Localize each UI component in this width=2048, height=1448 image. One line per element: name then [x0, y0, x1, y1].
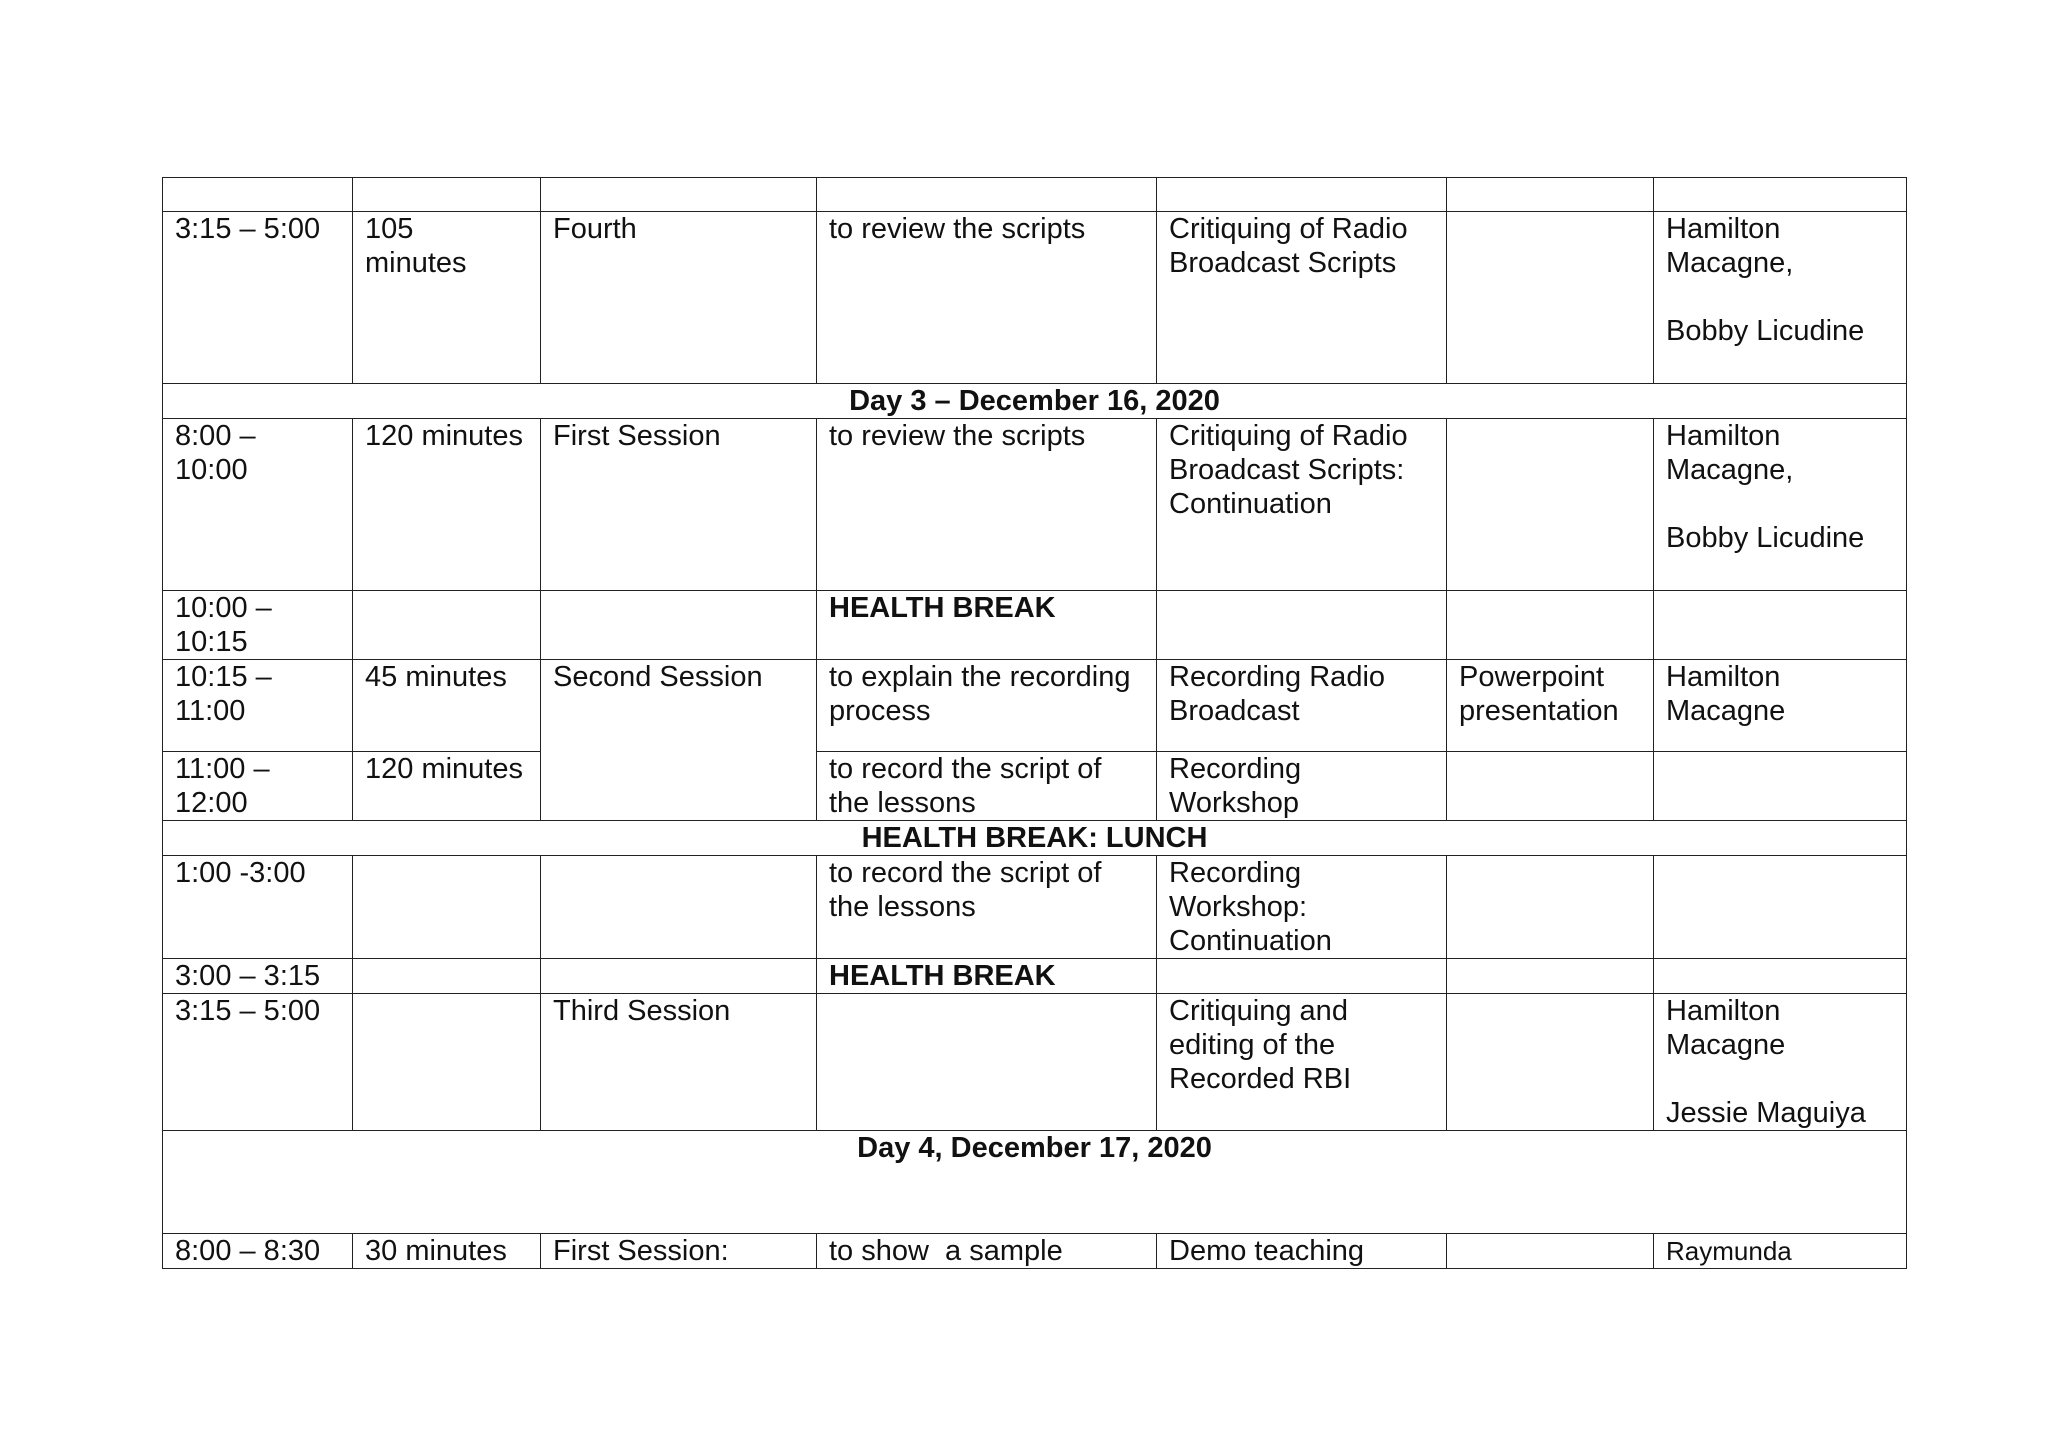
objective-cell — [817, 660, 1157, 752]
time-text: 10:00 — [175, 454, 248, 486]
duration-cell — [353, 856, 541, 959]
topic-cell — [1157, 994, 1447, 1131]
table-cell — [353, 178, 541, 212]
lunch-break-header: HEALTH BREAK: LUNCH — [163, 821, 1907, 856]
day-4-header: Day 4, December 17, 2020 — [163, 1131, 1907, 1234]
objective-cell — [817, 591, 1157, 660]
objective-cell — [817, 1234, 1157, 1269]
duration-cell — [353, 419, 541, 591]
time-cell — [163, 959, 353, 994]
table-row — [163, 752, 1907, 821]
materials-cell — [1447, 856, 1654, 959]
facilitator-cell — [1654, 1234, 1907, 1269]
topic-cell — [1157, 660, 1447, 752]
topic-text: Recording — [1169, 857, 1302, 889]
duration-text: minutes — [365, 247, 467, 279]
session-cell — [541, 856, 817, 959]
topic-cell — [1157, 419, 1447, 591]
day-header-row — [163, 384, 1907, 419]
materials-cell — [1447, 591, 1654, 660]
topic-text: Broadcast — [1169, 695, 1300, 727]
duration-text: 105 — [365, 213, 414, 245]
objective-cell — [817, 419, 1157, 591]
facilitator-cell — [1654, 591, 1907, 660]
facilitator-cell — [1654, 994, 1907, 1131]
topic-cell — [1157, 212, 1447, 384]
duration-cell — [353, 1234, 541, 1269]
topic-cell — [1157, 752, 1447, 821]
time-cell — [163, 752, 353, 821]
facilitator-cell — [1654, 959, 1907, 994]
duration-cell — [353, 994, 541, 1131]
objective-cell — [817, 212, 1157, 384]
facilitator-text: Macagne — [1666, 1029, 1786, 1061]
facilitator-cell — [1654, 419, 1907, 591]
topic-text: Workshop — [1169, 787, 1300, 819]
day-header-row — [163, 1131, 1907, 1234]
topic-cell — [1157, 959, 1447, 994]
topic-text: Demo teaching — [1169, 1235, 1365, 1267]
lunch-header-row — [163, 821, 1907, 856]
time-cell — [163, 1234, 353, 1269]
duration-cell — [353, 959, 541, 994]
topic-text: editing of the — [1169, 1029, 1336, 1061]
duration-cell — [353, 752, 541, 821]
duration-text: 45 minutes — [365, 661, 507, 693]
materials-cell — [1447, 212, 1654, 384]
table-row — [163, 591, 1907, 660]
table-row — [163, 660, 1907, 752]
objective-text: process — [829, 695, 931, 727]
facilitator-text: Hamilton — [1666, 213, 1781, 245]
session-text: Second Session — [553, 661, 763, 693]
facilitator-text: Macagne, — [1666, 247, 1794, 279]
health-break-label: HEALTH BREAK — [829, 960, 1056, 992]
table-row — [163, 212, 1907, 384]
time-text: 10:00 – — [175, 592, 272, 624]
facilitator-text: Jessie Maguiya — [1666, 1097, 1866, 1129]
table-row — [163, 419, 1907, 591]
time-text: 11:00 — [175, 695, 246, 727]
time-text: 10:15 — [175, 626, 248, 658]
facilitator-cell — [1654, 660, 1907, 752]
time-text: 8:00 – — [175, 420, 256, 452]
materials-cell — [1447, 959, 1654, 994]
duration-cell — [353, 660, 541, 752]
topic-text: Workshop: — [1169, 891, 1308, 923]
topic-cell — [1157, 591, 1447, 660]
time-text: 8:00 – 8:30 — [175, 1235, 321, 1267]
table-row — [163, 994, 1907, 1131]
table-cell — [541, 178, 817, 212]
topic-text: Continuation — [1169, 488, 1332, 520]
objective-text: the lessons — [829, 787, 976, 819]
facilitator-text: Hamilton — [1666, 995, 1781, 1027]
table-row-empty — [163, 178, 1907, 212]
time-text: 1:00 -3:00 — [175, 857, 306, 889]
duration-text: 120 minutes — [365, 420, 523, 452]
time-cell — [163, 591, 353, 660]
duration-cell — [353, 591, 541, 660]
objective-cell — [817, 752, 1157, 821]
objective-text: to review the scripts — [829, 213, 1086, 245]
table-cell — [1157, 178, 1447, 212]
table-row — [163, 856, 1907, 959]
topic-text: Recording — [1169, 753, 1302, 785]
topic-text: Broadcast Scripts: — [1169, 454, 1405, 486]
facilitator-cell — [1654, 212, 1907, 384]
topic-cell — [1157, 856, 1447, 959]
table-cell — [1654, 178, 1907, 212]
materials-cell — [1447, 1234, 1654, 1269]
objective-cell — [817, 856, 1157, 959]
topic-text: Broadcast Scripts — [1169, 247, 1397, 279]
facilitator-text: Macagne — [1666, 695, 1786, 727]
time-cell — [163, 856, 353, 959]
materials-cell — [1447, 752, 1654, 821]
objective-text: to record the script of — [829, 857, 1102, 889]
time-text: 3:15 – 5:00 — [175, 213, 321, 245]
objective-text: to explain the recording — [829, 661, 1131, 693]
time-text: 11:00 – — [175, 753, 270, 785]
duration-cell — [353, 212, 541, 384]
session-text: Third Session — [553, 995, 731, 1027]
objective-text: the lessons — [829, 891, 976, 923]
objective-text: to record the script of — [829, 753, 1102, 785]
facilitator-text: Bobby Licudine — [1666, 522, 1865, 554]
time-text: 3:15 – 5:00 — [175, 995, 321, 1027]
session-text: First Session — [553, 420, 721, 452]
table-cell — [1447, 178, 1654, 212]
session-cell — [541, 591, 817, 660]
table-row — [163, 959, 1907, 994]
objective-cell — [817, 994, 1157, 1131]
objective-text: to show a sample — [829, 1235, 1063, 1267]
session-cell — [541, 419, 817, 591]
materials-text: Powerpoint — [1459, 661, 1605, 693]
time-text: 10:15 – — [175, 661, 272, 693]
facilitator-text: Bobby Licudine — [1666, 315, 1865, 347]
time-text: 12:00 — [175, 787, 248, 819]
facilitator-text: Hamilton — [1666, 661, 1781, 693]
materials-cell — [1447, 994, 1654, 1131]
schedule-table — [162, 177, 1907, 1269]
session-cell — [541, 994, 817, 1131]
topic-text: Recorded RBI — [1169, 1063, 1352, 1095]
topic-text: Recording Radio — [1169, 661, 1386, 693]
time-cell — [163, 212, 353, 384]
time-cell — [163, 419, 353, 591]
duration-text: 120 minutes — [365, 753, 523, 785]
facilitator-text: Macagne, — [1666, 454, 1794, 486]
time-cell — [163, 660, 353, 752]
facilitator-text: Raymunda — [1666, 1236, 1792, 1266]
objective-text: to review the scripts — [829, 420, 1086, 452]
table-row — [163, 1234, 1907, 1269]
session-text: First Session: — [553, 1235, 729, 1267]
materials-cell — [1447, 419, 1654, 591]
facilitator-cell — [1654, 856, 1907, 959]
topic-text: Continuation — [1169, 925, 1332, 957]
materials-text: presentation — [1459, 695, 1619, 727]
materials-cell — [1447, 660, 1654, 752]
objective-cell — [817, 959, 1157, 994]
session-cell — [541, 660, 817, 821]
facilitator-text: Hamilton — [1666, 420, 1781, 452]
table-cell — [163, 178, 353, 212]
day-3-header: Day 3 – December 16, 2020 — [163, 384, 1907, 419]
topic-text: Critiquing of Radio — [1169, 213, 1408, 245]
health-break-label: HEALTH BREAK — [829, 592, 1056, 624]
session-cell — [541, 212, 817, 384]
time-cell — [163, 994, 353, 1131]
session-cell — [541, 1234, 817, 1269]
session-cell — [541, 959, 817, 994]
duration-text: 30 minutes — [365, 1235, 507, 1267]
topic-cell — [1157, 1234, 1447, 1269]
table-cell — [817, 178, 1157, 212]
time-text: 3:00 – 3:15 — [175, 960, 321, 992]
topic-text: Critiquing and — [1169, 995, 1348, 1027]
facilitator-cell — [1654, 752, 1907, 821]
topic-text: Critiquing of Radio — [1169, 420, 1408, 452]
session-text: Fourth — [553, 213, 637, 245]
